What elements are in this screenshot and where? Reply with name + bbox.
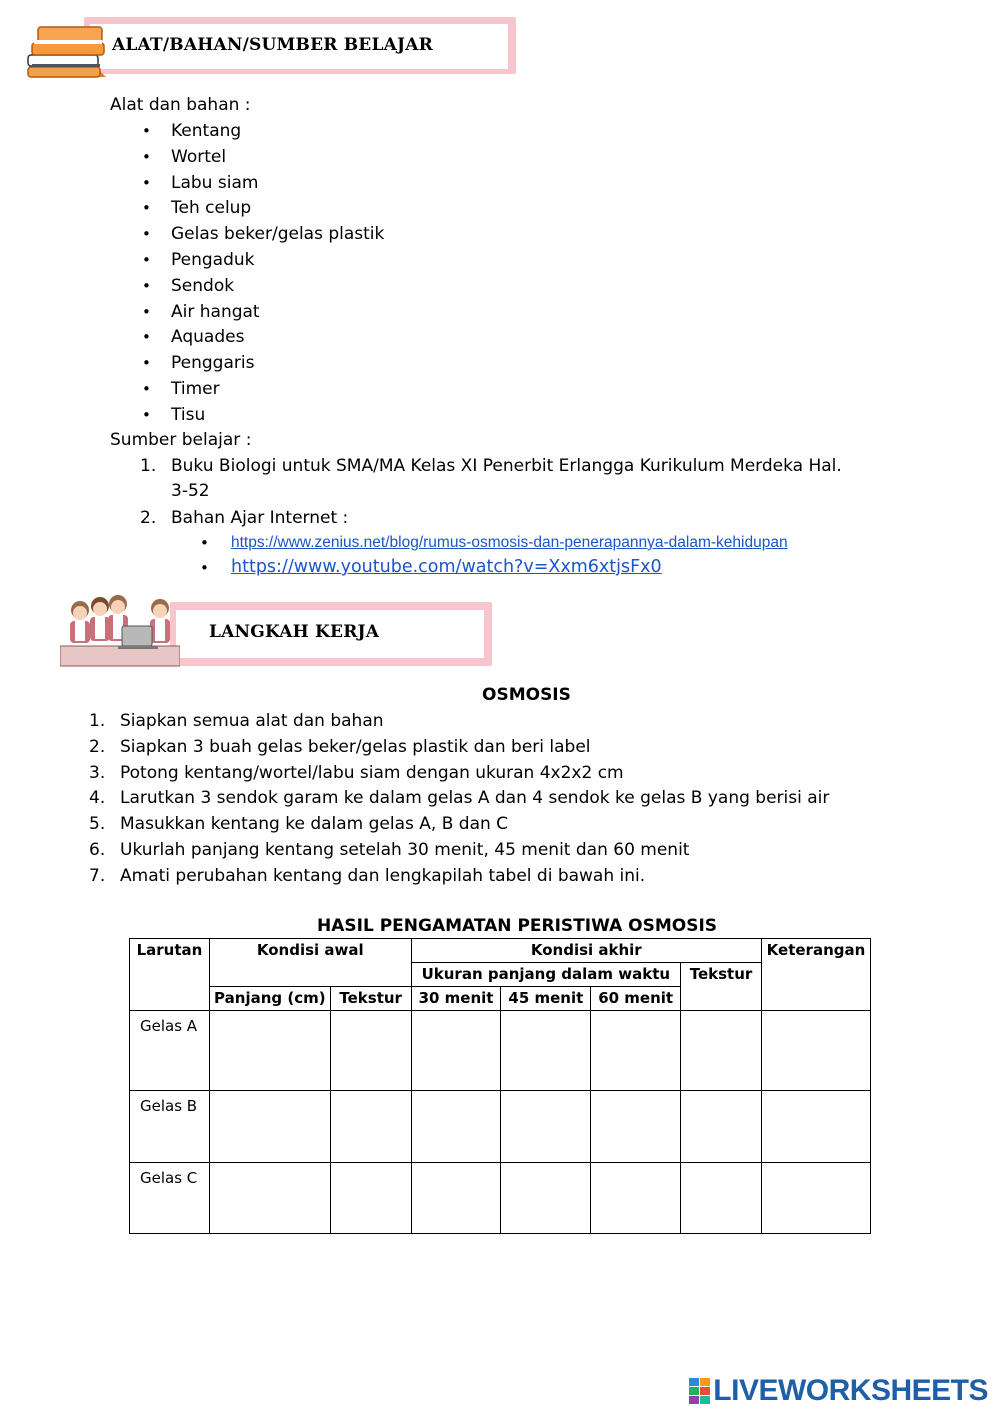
students-with-laptop-icon (60, 592, 180, 668)
input-cell[interactable] (501, 1011, 591, 1091)
header-kondisi-awal: Kondisi awal (209, 939, 411, 987)
list-item: • Labu siam (142, 172, 384, 198)
table-row (130, 1091, 871, 1163)
header-45-menit: 45 menit (501, 987, 591, 1011)
input-cell[interactable] (411, 1011, 501, 1091)
list-item: • Air hangat (142, 301, 384, 327)
input-cell[interactable] (681, 1011, 762, 1091)
table-row (130, 1011, 871, 1091)
liveworksheets-logo (689, 1374, 988, 1408)
input-cell[interactable] (591, 1091, 681, 1163)
list-item: • Wortel (142, 146, 384, 172)
list-item: • Gelas beker/gelas plastik (142, 223, 384, 249)
input-cell[interactable] (761, 1163, 870, 1234)
input-cell[interactable] (411, 1163, 501, 1234)
source-text-1: Buku Biologi untuk SMA/MA Kelas XI Penerbit Erlangga Kurikulum Merdeka Hal. (171, 456, 842, 476)
header-30-menit: 30 menit (411, 987, 501, 1011)
input-cell[interactable] (761, 1091, 870, 1163)
youtube-link[interactable]: https://www.youtube.com/watch?v=Xxm6xtjsFx0 (231, 557, 662, 577)
input-cell[interactable] (209, 1163, 330, 1234)
sources-heading: Sumber belajar : (110, 430, 252, 450)
header-keterangan: Keterangan (761, 939, 870, 1011)
section-banner-materials (24, 15, 516, 87)
header-60-menit: 60 menit (591, 987, 681, 1011)
source-number-1: 1. (140, 456, 157, 476)
input-cell[interactable] (209, 1091, 330, 1163)
input-cell[interactable] (330, 1011, 411, 1091)
input-cell[interactable] (681, 1091, 762, 1163)
observation-table (129, 938, 871, 1234)
row-label: Gelas C (130, 1163, 210, 1234)
logo-text: LIVEWORKSHEETS (713, 1374, 988, 1407)
input-cell[interactable] (591, 1163, 681, 1234)
header-kondisi-akhir: Kondisi akhir (411, 939, 761, 963)
source-text-1-cont: 3-52 (171, 481, 210, 501)
section-banner-procedure (60, 592, 492, 668)
section-title-materials: ALAT/BAHAN/SUMBER BELAJAR (112, 35, 433, 55)
list-item: • Teh celup (142, 197, 384, 223)
list-item: • Timer (142, 378, 384, 404)
list-item: • Pengaduk (142, 249, 384, 275)
table-row (130, 1163, 871, 1234)
input-cell[interactable] (330, 1163, 411, 1234)
row-label: Gelas B (130, 1091, 210, 1163)
stack-of-books-icon (24, 19, 110, 85)
header-larutan: Larutan (130, 939, 210, 1011)
section-title-procedure: LANGKAH KERJA (209, 622, 380, 642)
header-tekstur-akhir: Tekstur (681, 963, 762, 1011)
table-title: HASIL PENGAMATAN PERISTIWA OSMOSIS (317, 916, 718, 936)
header-panjang: Panjang (cm) (209, 987, 330, 1011)
list-item: • Tisu (142, 404, 384, 430)
input-cell[interactable] (681, 1163, 762, 1234)
header-ukuran: Ukuran panjang dalam waktu (411, 963, 680, 987)
row-label: Gelas A (130, 1011, 210, 1091)
list-item: • Aquades (142, 326, 384, 352)
materials-heading: Alat dan bahan : (110, 95, 251, 115)
liveworksheets-logo-icon (689, 1378, 711, 1404)
source-number-2: 2. (140, 508, 157, 528)
zenius-link[interactable]: https://www.zenius.net/blog/rumus-osmosis-dan-penerapannya-dalam-kehidupan (231, 534, 788, 551)
input-cell[interactable] (591, 1011, 681, 1091)
procedure-title: OSMOSIS (482, 685, 571, 705)
input-cell[interactable] (209, 1011, 330, 1091)
materials-list (142, 120, 384, 430)
header-tekstur-awal: Tekstur (330, 987, 411, 1011)
list-item: • Penggaris (142, 352, 384, 378)
input-cell[interactable] (330, 1091, 411, 1163)
input-cell[interactable] (501, 1163, 591, 1234)
input-cell[interactable] (501, 1091, 591, 1163)
input-cell[interactable] (411, 1091, 501, 1163)
list-item: • Sendok (142, 275, 384, 301)
list-item: • Kentang (142, 120, 384, 146)
source-text-2: Bahan Ajar Internet : (171, 508, 349, 528)
input-cell[interactable] (761, 1011, 870, 1091)
